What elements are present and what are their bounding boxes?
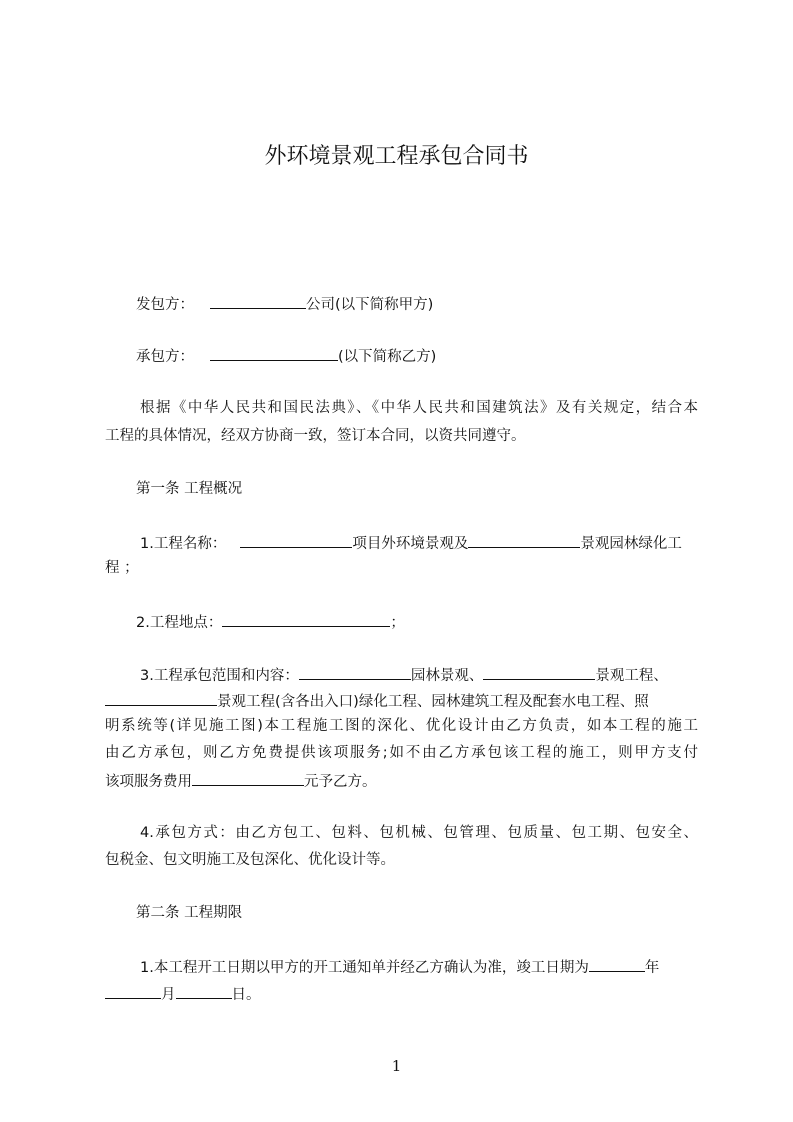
landscape-blank bbox=[468, 532, 580, 548]
article-1-item-3-line-5 bbox=[105, 770, 377, 792]
article-1-item-3-line-3: 明系统等(详见施工图)本工程施工图的深化、优化设计由乙方负责，如本工程的施工 bbox=[105, 718, 698, 734]
year-label: 年 bbox=[644, 960, 660, 976]
item-1-label: 1.工程名称： bbox=[140, 536, 227, 552]
scope-blank-1 bbox=[299, 664, 411, 680]
item-3-b: 景观工程、 bbox=[595, 668, 668, 684]
article-1-item-1 bbox=[140, 532, 682, 554]
item-3-line-5-b: 元予乙方。 bbox=[304, 774, 377, 790]
location-blank bbox=[222, 611, 390, 627]
item-1-end: 景观园林绿化工 bbox=[580, 536, 682, 552]
article-1-item-4-line-2: 包税金、包文明施工及包深化、优化设计等。 bbox=[105, 852, 395, 868]
completion-day-blank bbox=[176, 983, 232, 999]
completion-month-blank bbox=[105, 983, 161, 999]
party-a-blank bbox=[210, 293, 306, 309]
service-fee-blank bbox=[192, 770, 304, 786]
item-2-label: 2.工程地点： bbox=[136, 615, 223, 631]
item-3-a: 园林景观、 bbox=[410, 668, 484, 684]
article-1-item-3-line-2 bbox=[105, 690, 649, 712]
article-1-item-1-cont: 程 ； bbox=[105, 560, 139, 576]
document-title: 外环境景观工程承包合同书 bbox=[264, 144, 529, 169]
item-3-line-2-text: 景观工程(含各出入口)绿化工程、园林建筑工程及配套水电工程、照 bbox=[217, 694, 649, 710]
article-1-item-4-line-1: 4.承包方式：由乙方包工、包料、包机械、包管理、包质量、包工期、包安全、 bbox=[140, 825, 698, 841]
scope-blank-2 bbox=[483, 664, 595, 680]
page-number: 1 bbox=[391, 1057, 402, 1075]
party-a-label: 发包方： bbox=[136, 297, 194, 313]
article-1-item-2 bbox=[136, 611, 405, 633]
party-b-label: 承包方： bbox=[136, 349, 194, 365]
party-b-line bbox=[136, 345, 436, 367]
completion-year-blank bbox=[589, 956, 645, 972]
article-2-item-1-cont bbox=[105, 983, 261, 1005]
article-1-item-3-line-4: 由乙方承包，则乙方免费提供该项服务;如不由乙方承包该工程的施工，则甲方支付 bbox=[105, 745, 698, 761]
article-2-item-1-text: 1.本工程开工日期以甲方的开工通知单并经乙方确认为准，竣工日期为 bbox=[140, 960, 589, 976]
party-b-blank bbox=[210, 345, 338, 361]
item-3-line-5-a: 该项服务费用 bbox=[105, 774, 192, 790]
party-a-line bbox=[136, 293, 433, 315]
scope-blank-3 bbox=[105, 690, 217, 706]
item-3-label: 3.工程承包范围和内容： bbox=[140, 668, 299, 684]
month-label: 月 bbox=[161, 987, 176, 1003]
party-b-suffix: (以下简称乙方) bbox=[338, 349, 437, 365]
preamble-line-1: 根据《中华人民共和国民法典》、《中华人民共和国建筑法》及有关规定，结合本 bbox=[140, 400, 698, 416]
party-a-suffix: 公司(以下简称甲方) bbox=[306, 297, 434, 313]
preamble-line-2: 工程的具体情况，经双方协商一致，签订本合同，以资共同遵守。 bbox=[105, 428, 526, 444]
item-2-end: ； bbox=[390, 615, 405, 631]
article-1-heading: 第一条 工程概况 bbox=[136, 481, 243, 497]
article-2-heading: 第二条 工程期限 bbox=[136, 905, 243, 921]
article-2-item-1 bbox=[140, 956, 659, 978]
article-1-item-3 bbox=[140, 664, 668, 686]
day-label: 日。 bbox=[231, 987, 261, 1003]
project-name-blank bbox=[240, 532, 352, 548]
item-1-mid: 项目外环境景观及 bbox=[352, 536, 469, 552]
